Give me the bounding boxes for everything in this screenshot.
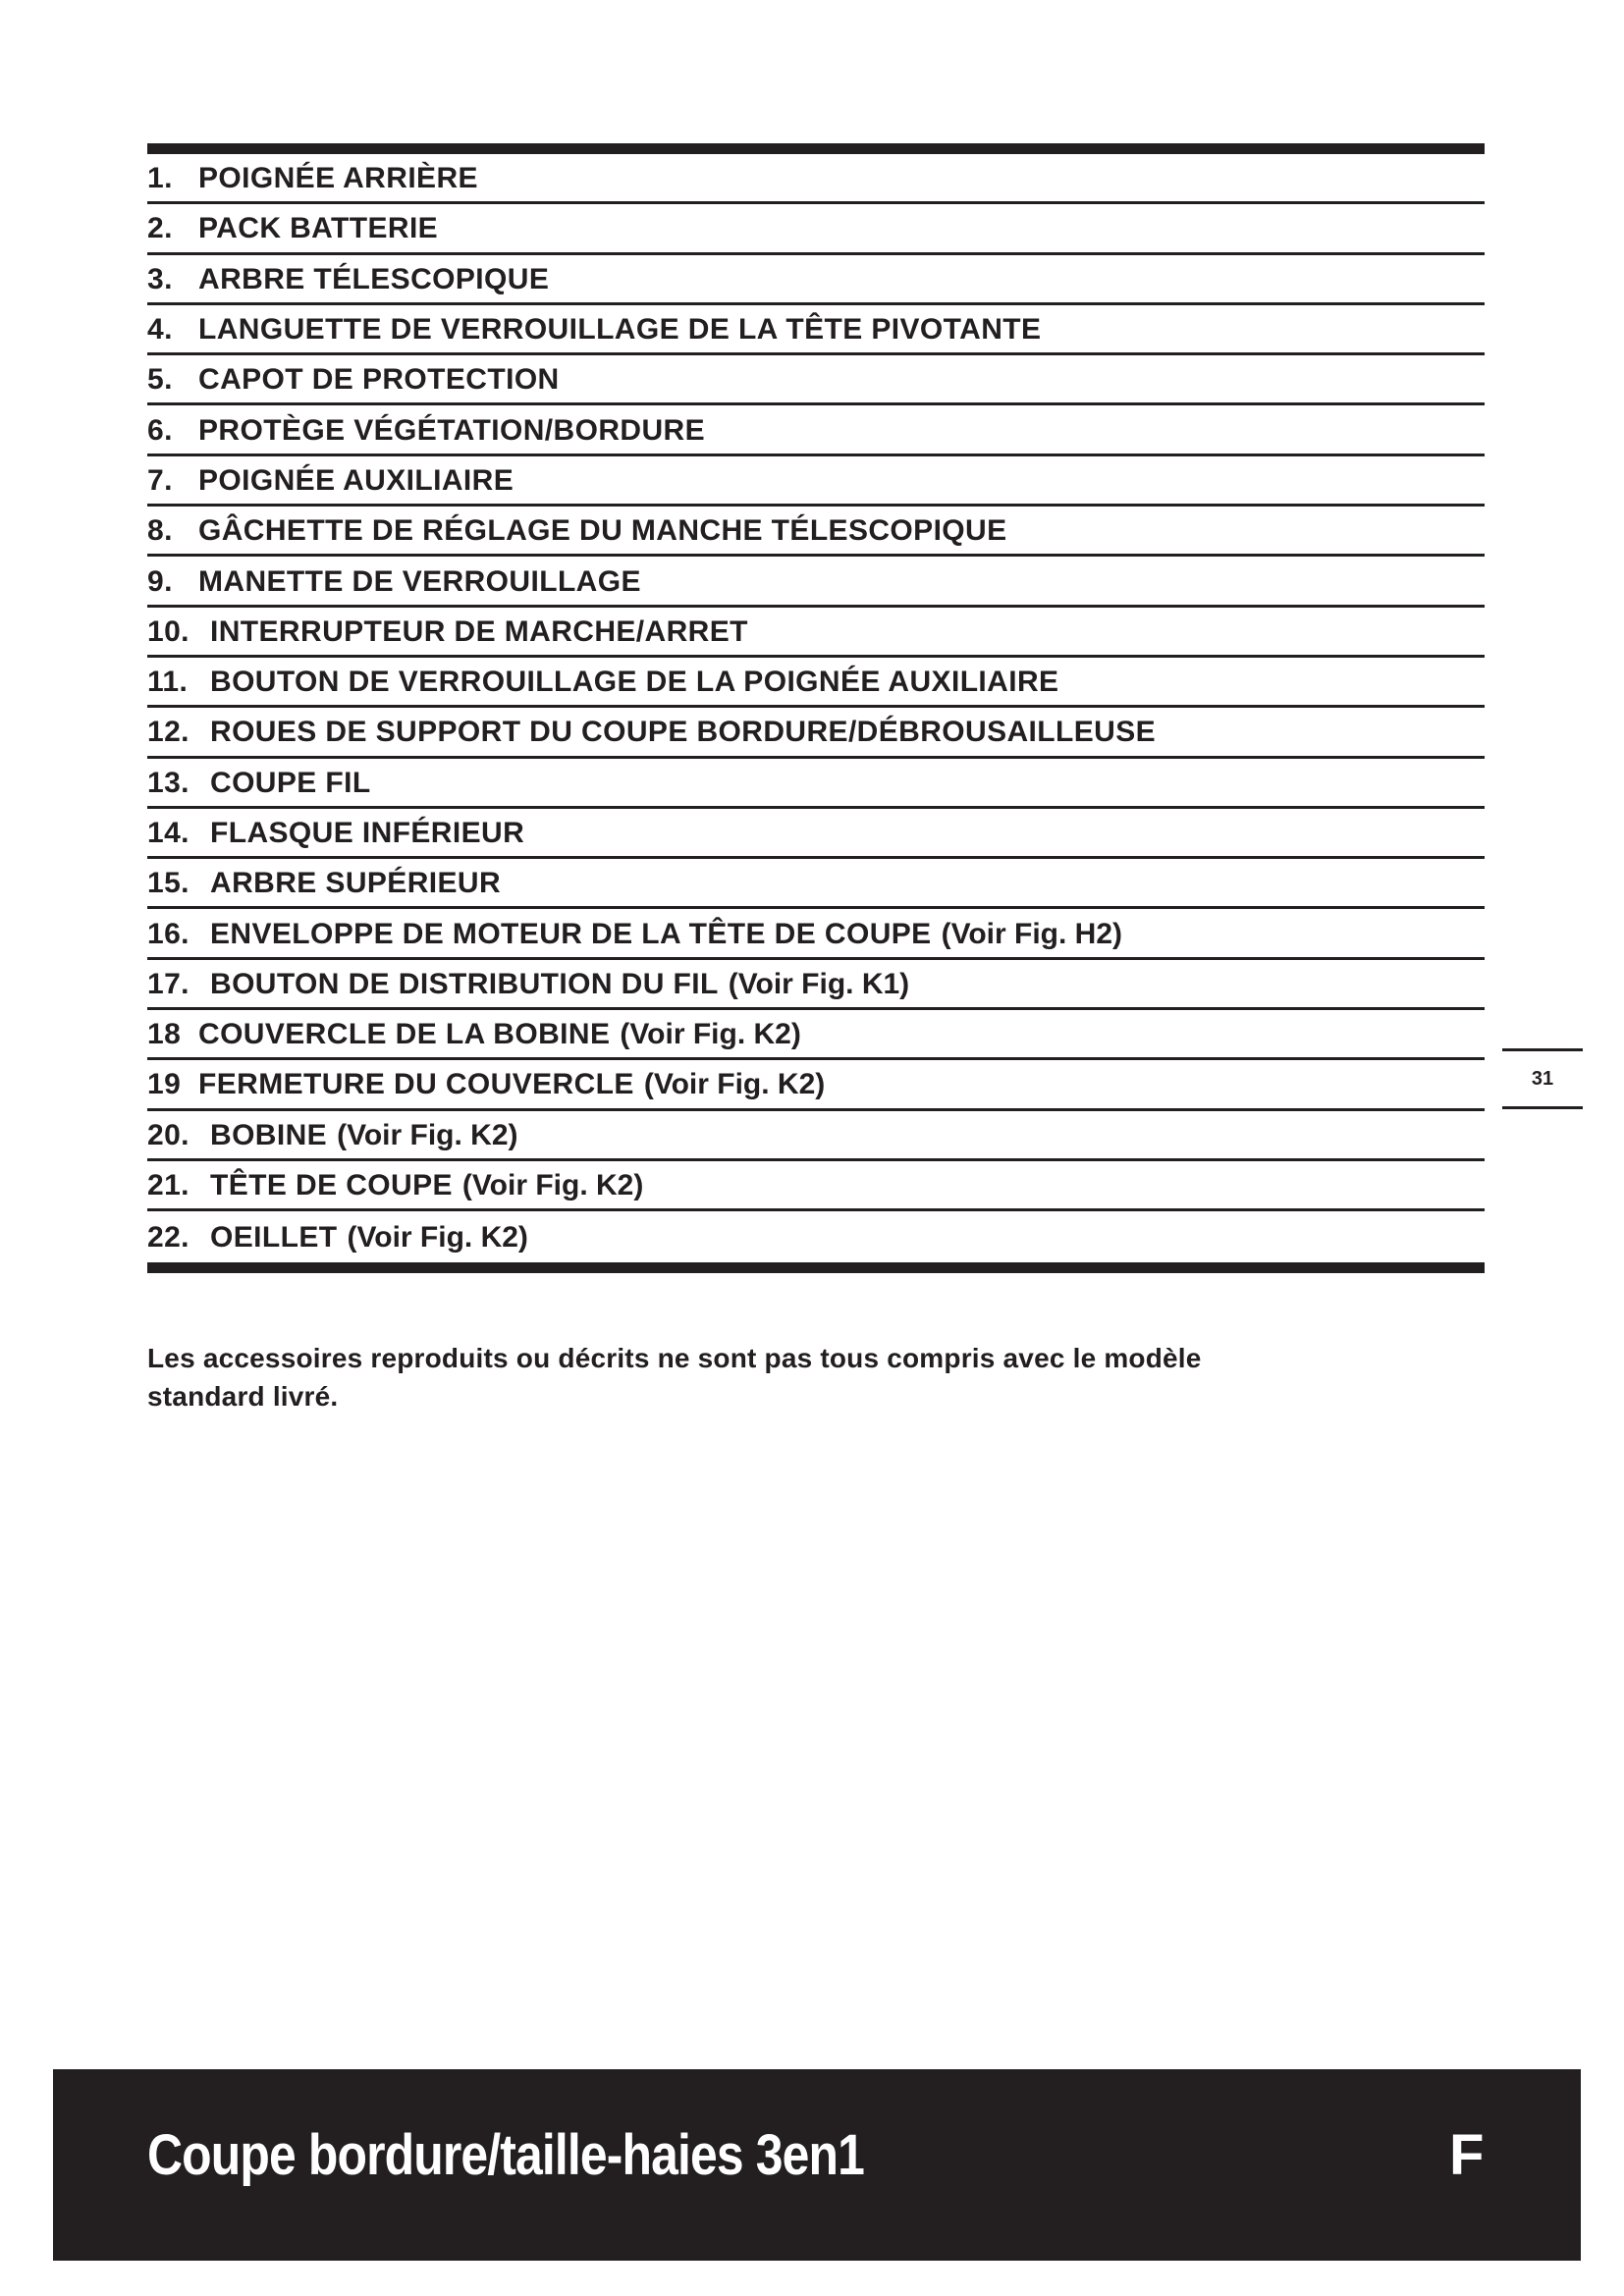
- part-label: POIGNÉE AUXILIAIRE: [198, 463, 514, 497]
- part-number: 18: [147, 1018, 182, 1051]
- part-row: [147, 355, 1485, 405]
- part-label: POIGNÉE ARRIÈRE: [198, 162, 478, 195]
- part-number: 10.: [147, 614, 189, 648]
- part-row: [147, 909, 1485, 959]
- footer-language: F: [1449, 2123, 1485, 2187]
- part-label: TÊTE DE COUPE: [210, 1169, 453, 1202]
- part-row: [147, 708, 1485, 758]
- part-row: [147, 204, 1485, 254]
- part-row: [147, 1161, 1485, 1211]
- note-line-2: standard livré.: [147, 1381, 339, 1412]
- part-row: [147, 456, 1485, 507]
- part-row: [147, 960, 1485, 1010]
- part-row: [147, 405, 1485, 455]
- part-row: [147, 859, 1485, 909]
- part-label: BOUTON DE VERROUILLAGE DE LA POIGNÉE AUXILIAIRE: [210, 666, 1059, 699]
- part-row: [147, 608, 1485, 658]
- part-number: 19: [147, 1068, 182, 1101]
- page-number: 31: [1502, 1048, 1583, 1109]
- part-label: OEILLET: [210, 1220, 338, 1254]
- part-figure-reference: (Voir Fig. H2): [941, 917, 1123, 950]
- part-label: ROUES DE SUPPORT DU COUPE BORDURE/DÉBROUSAILLEUSE: [210, 716, 1157, 749]
- note-line-1: Les accessoires reproduits ou décrits ne sont pas tous compris avec le modèle: [147, 1343, 1202, 1373]
- part-label: ENVELOPPE DE MOTEUR DE LA TÊTE DE COUPE: [210, 917, 932, 950]
- part-row: [147, 809, 1485, 859]
- part-number: 3.: [147, 262, 173, 295]
- part-label: MANETTE DE VERROUILLAGE: [198, 564, 641, 598]
- part-row: [147, 507, 1485, 557]
- part-row: [147, 1111, 1485, 1161]
- part-figure-reference: (Voir Fig. K2): [461, 1169, 644, 1202]
- part-number: 7.: [147, 463, 173, 497]
- part-figure-reference: (Voir Fig. K1): [728, 967, 910, 1000]
- part-number: 14.: [147, 817, 189, 849]
- part-figure-reference: (Voir Fig. K2): [620, 1018, 801, 1051]
- footer-title: Coupe bordure/taille-haies 3en1: [147, 2123, 865, 2187]
- part-row: [147, 1010, 1485, 1060]
- part-label: BOBINE: [210, 1118, 328, 1151]
- footer-bar: [53, 2069, 1581, 2261]
- part-label: ARBRE SUPÉRIEUR: [210, 867, 502, 900]
- part-label: PROTÈGE VÉGÉTATION/BORDURE: [198, 413, 705, 447]
- part-row: [147, 557, 1485, 607]
- part-number: 8.: [147, 514, 173, 548]
- part-label: PACK BATTERIE: [198, 212, 439, 245]
- part-label: FLASQUE INFÉRIEUR: [210, 817, 525, 849]
- part-label: FERMETURE DU COUVERCLE: [198, 1068, 634, 1101]
- part-row: [147, 255, 1485, 305]
- part-number: 21.: [147, 1169, 189, 1202]
- part-number: 20.: [147, 1118, 189, 1151]
- part-number: 12.: [147, 716, 189, 749]
- part-row: [147, 759, 1485, 809]
- part-figure-reference: (Voir Fig. K2): [643, 1068, 826, 1101]
- part-figure-reference: (Voir Fig. K2): [347, 1220, 528, 1254]
- part-label: COUPE FIL: [210, 766, 371, 799]
- part-number: 22.: [147, 1220, 189, 1254]
- part-figure-reference: (Voir Fig. K2): [337, 1118, 518, 1151]
- part-number: 9.: [147, 564, 173, 598]
- part-row: [147, 154, 1485, 204]
- parts-list: [147, 143, 1485, 1273]
- part-row: [147, 1060, 1485, 1110]
- accessories-note: [147, 1339, 1485, 1415]
- part-row: [147, 658, 1485, 708]
- part-number: 13.: [147, 766, 189, 799]
- part-label: BOUTON DE DISTRIBUTION DU FIL: [210, 967, 719, 1000]
- part-number: 5.: [147, 363, 173, 397]
- part-number: 1.: [147, 162, 173, 195]
- part-number: 6.: [147, 413, 173, 447]
- part-label: LANGUETTE DE VERROUILLAGE DE LA TÊTE PIVOTANTE: [198, 313, 1042, 347]
- part-number: 17.: [147, 967, 189, 1000]
- part-number: 16.: [147, 917, 189, 950]
- part-number: 4.: [147, 313, 173, 347]
- part-label: CAPOT DE PROTECTION: [198, 363, 560, 397]
- part-number: 15.: [147, 867, 189, 900]
- part-label: INTERRUPTEUR DE MARCHE/ARRET: [210, 614, 748, 648]
- part-label: ARBRE TÉLESCOPIQUE: [198, 262, 550, 295]
- part-row: [147, 305, 1485, 355]
- part-label: GÂCHETTE DE RÉGLAGE DU MANCHE TÉLESCOPIQUE: [198, 514, 1007, 548]
- part-number: 11.: [147, 666, 189, 699]
- part-row: [147, 1211, 1485, 1261]
- part-number: 2.: [147, 212, 173, 245]
- part-label: COUVERCLE DE LA BOBINE: [198, 1018, 611, 1051]
